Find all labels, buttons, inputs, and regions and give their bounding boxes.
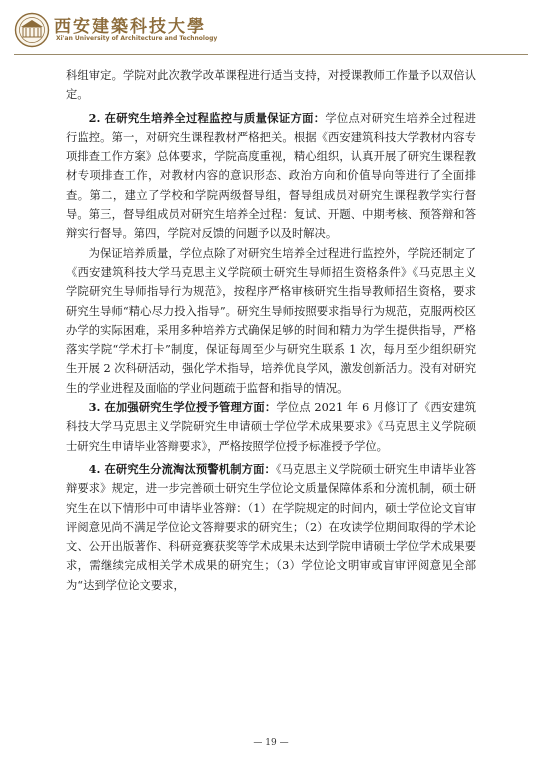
paragraph-4: 3. 在加强研究生学位授予管理方面：学位点 2021 年 6 月修订了《西安建筑科技大学马克思主义学院研究生申请硕士学位学术成果要求》《马克思主义学院硕士研究生申请毕业答辩要求》，严格按照学位授予标准授予学位。: [66, 400, 476, 453]
header-divider: [14, 54, 528, 55]
university-name: 西安建築科技大學: [54, 17, 206, 37]
university-english-name: Xi'an University of Architecture and Technology: [56, 35, 218, 42]
document-body: [66, 66, 476, 595]
section-heading: 3. 在加强研究生学位授予管理方面：: [88, 400, 277, 415]
page-number: — 19 —: [253, 738, 289, 748]
section-heading: 4. 在研究生分流淘汰预警机制方面：: [88, 461, 276, 476]
section-heading: 2. 在研究生培养全过程监控与质量保证方面：: [88, 110, 326, 125]
paragraph-2: 2. 在研究生培养全过程监控与质量保证方面：学位点对研究生培养全过程进行监控。第一，对研究生课程教材严格把关。根据《西安建筑科技大学教材内容专项排查工作方案》总体要求，学院高度重视，精心组织，认真开展了研究生课程教材专项排查工作，对教材内容的意识形态、政治方向和价值导向等进行了全面排查。第二，建立了学校和学院两级督导组，督导组成员对研究生课程教学实行督导。第三，督导组成员对研究生培养全过程：复试、开题、中期考核、预答辩和答辩实行督导。第四，学院对反馈的问题予以及时解决。: [66, 110, 476, 241]
paragraph-5: 4. 在研究生分流淘汰预警机制方面：《马克思主义学院硕士研究生申请毕业答辩要求》规定，进一步完善硕士研究生学位论文质量保障体系和分流机制，硕士研究生在以下情形中可申请毕业答辩：（1）在学院规定的时间内，硕士学位论文盲审评阅意见尚不满足学位论文答辩要求的研究生；（2）在攻读学位期间取得的学术论文、公开出版著作、科研竞赛获奖等学术成果未达到学院申请硕士学位学术成果要求，需继续完成相关学术成果的研究生；（3）学位论文明审或盲审评阅意见全部为“达到学位论文要求，: [66, 461, 476, 592]
paragraph-1: 科组审定。学院对此次教学改革课程进行适当支持，对授课教师工作量予以双倍认定。: [66, 69, 476, 102]
university-logo-icon: [14, 12, 50, 48]
paragraph-3: 为保证培养质量，学位点除了对研究生培养全过程进行监控外，学院还制定了《西安建筑科技大学马克思主义学院硕士研究生导师招生资格条件》《马克思主义学院研究生导师指导行为规范》，按程序严格审核研究生指导教师招生资格，要求研究生导师“精心尽力投入指导”。研究生导师按照要求指导行为规范，克服两校区办学的实际困难，采用多种培养方式确保足够的时间和精力为学生提供指导，严格落实学院“学术打卡”制度，保证每周至少与研究生联系 1 次，每月至少组织研究生开展 2 次科研活动，强化学术指导，培养优良学风，激发创新活力。没有对研究生的学业进程及面临的学业问题疏于监督和指导的情况。: [66, 246, 476, 395]
